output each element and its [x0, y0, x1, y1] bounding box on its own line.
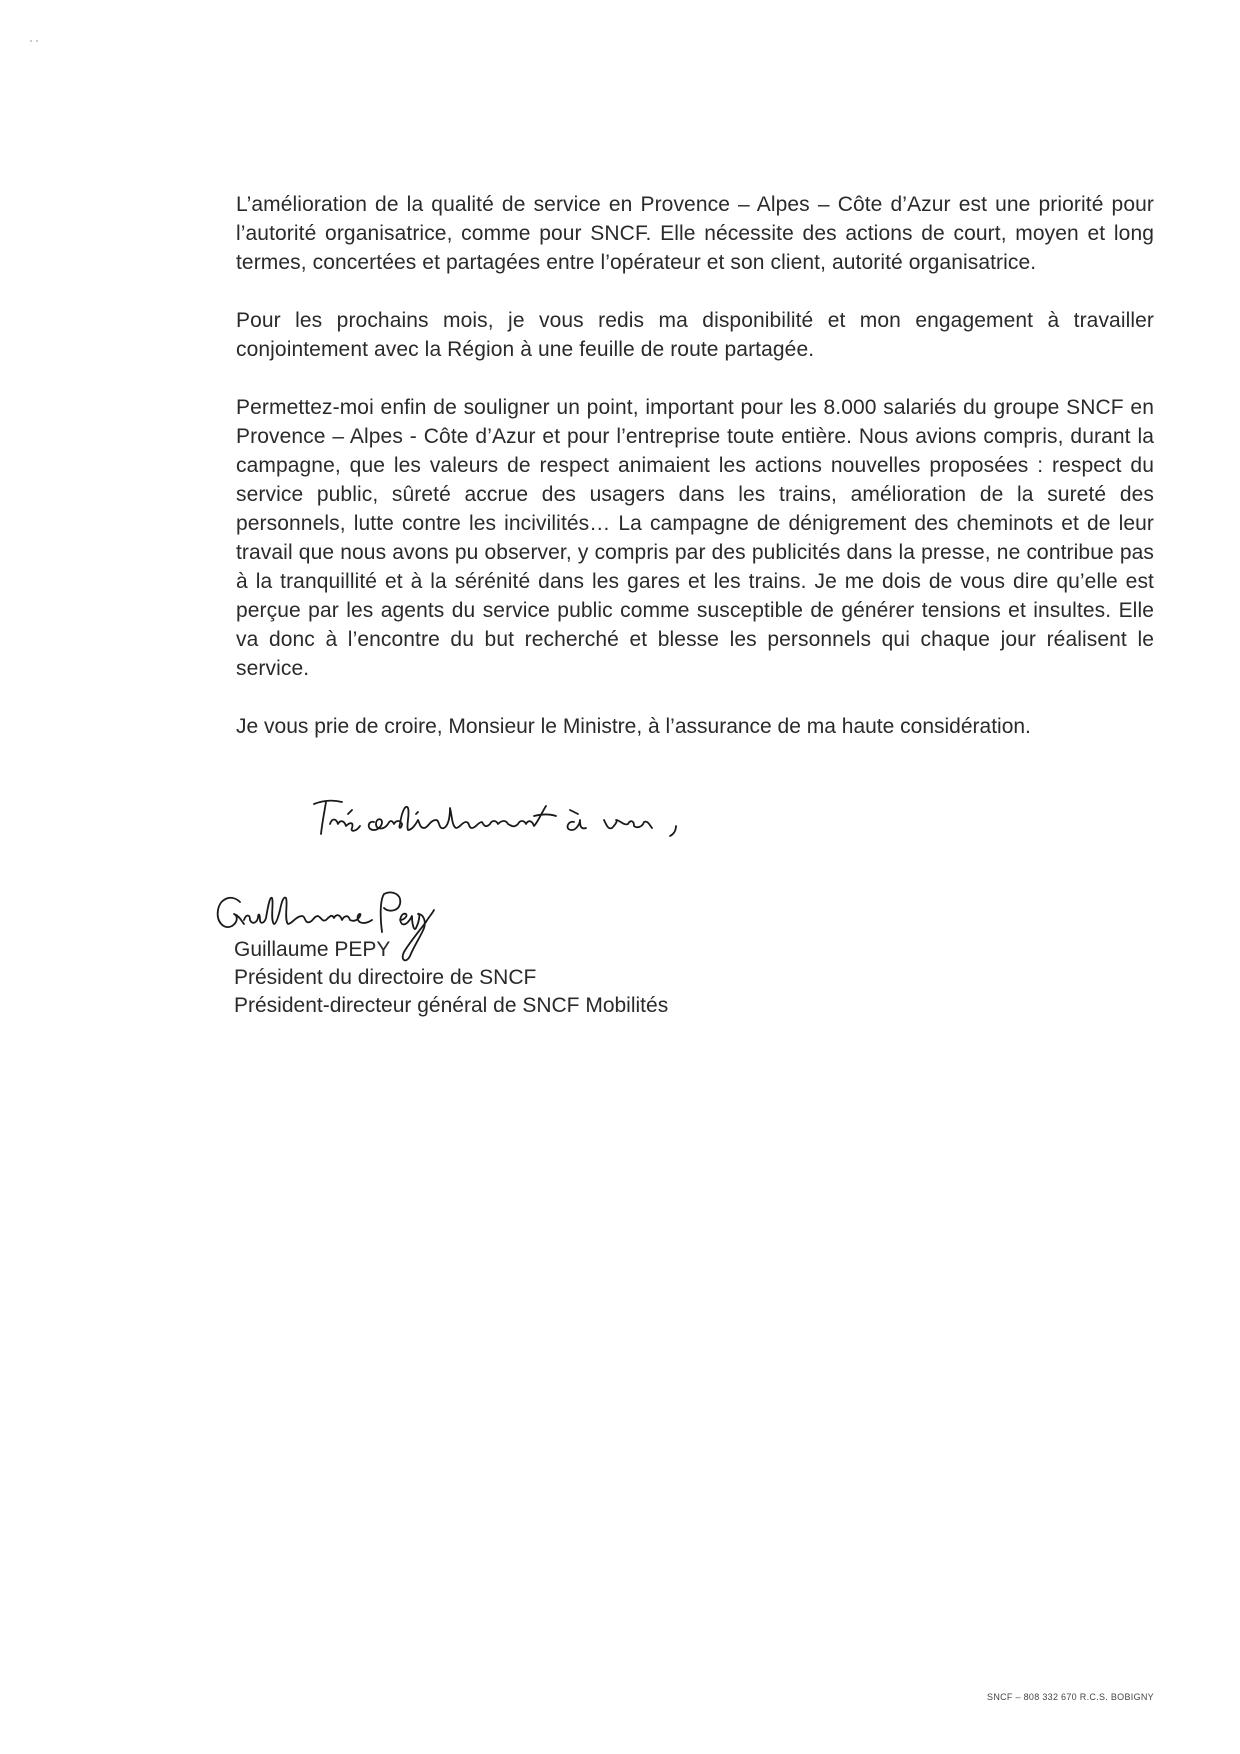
signatory-title: Président-directeur général de SNCF Mobilités [234, 994, 669, 1017]
paragraph-service-quality: L’amélioration de la qualité de service en Provence – Alpes – Côte d’Azur est une priorité pour l’autorité organisatrice, comme pour SNCF. Elle nécessite des actions de court, moyen et long termes, concertées et partagées entre l’opérateur et son client, autorité organisatrice. [236, 193, 1154, 274]
paragraph-availability: Pour les prochains mois, je vous redis ma disponibilité et mon engagement à travailler conjointement avec la Région à une feuille de route partagée. [236, 309, 1154, 361]
signature-block [234, 936, 668, 1020]
closing-formula: Je vous prie de croire, Monsieur le Ministre, à l’assurance de ma haute considération. [236, 715, 1031, 738]
handwritten-closing [312, 790, 692, 850]
letter-body [236, 190, 1154, 741]
signatory-title: Président du directoire de SNCF [234, 966, 537, 989]
scan-speck [36, 40, 38, 42]
footer-registration: SNCF – 808 332 670 R.C.S. BOBIGNY [987, 1692, 1154, 1702]
paragraph-respect: Permettez-moi enfin de souligner un point, important pour les 8.000 salariés du groupe SNCF en Provence – Alpes - Côte d’Azur et pour l’entreprise toute entière. Nous avions compris, durant la campagne, que les valeurs de respect animaient les actions nouvelles proposées : respect du service public, sûreté accrue des usagers dans les trains, amélioration de la sureté des personnels, lutte contre les incivilités… La campagne de dénigrement des cheminots et de leur travail que nous avons pu observer, y compris par des publicités dans la presse, ne contribue pas à la tranquillité et à la sérénité dans les gares et les trains. Je me dois de vous dire qu’elle est perçue par les agents du service public comme susceptible de générer tensions et insultes. Elle va donc à l’encontre du but recherché et blesse les personnels qui chaque jour réalisent le service. [236, 396, 1154, 680]
signatory-name: Guillaume PEPY [234, 938, 391, 961]
scan-speck [30, 40, 32, 42]
